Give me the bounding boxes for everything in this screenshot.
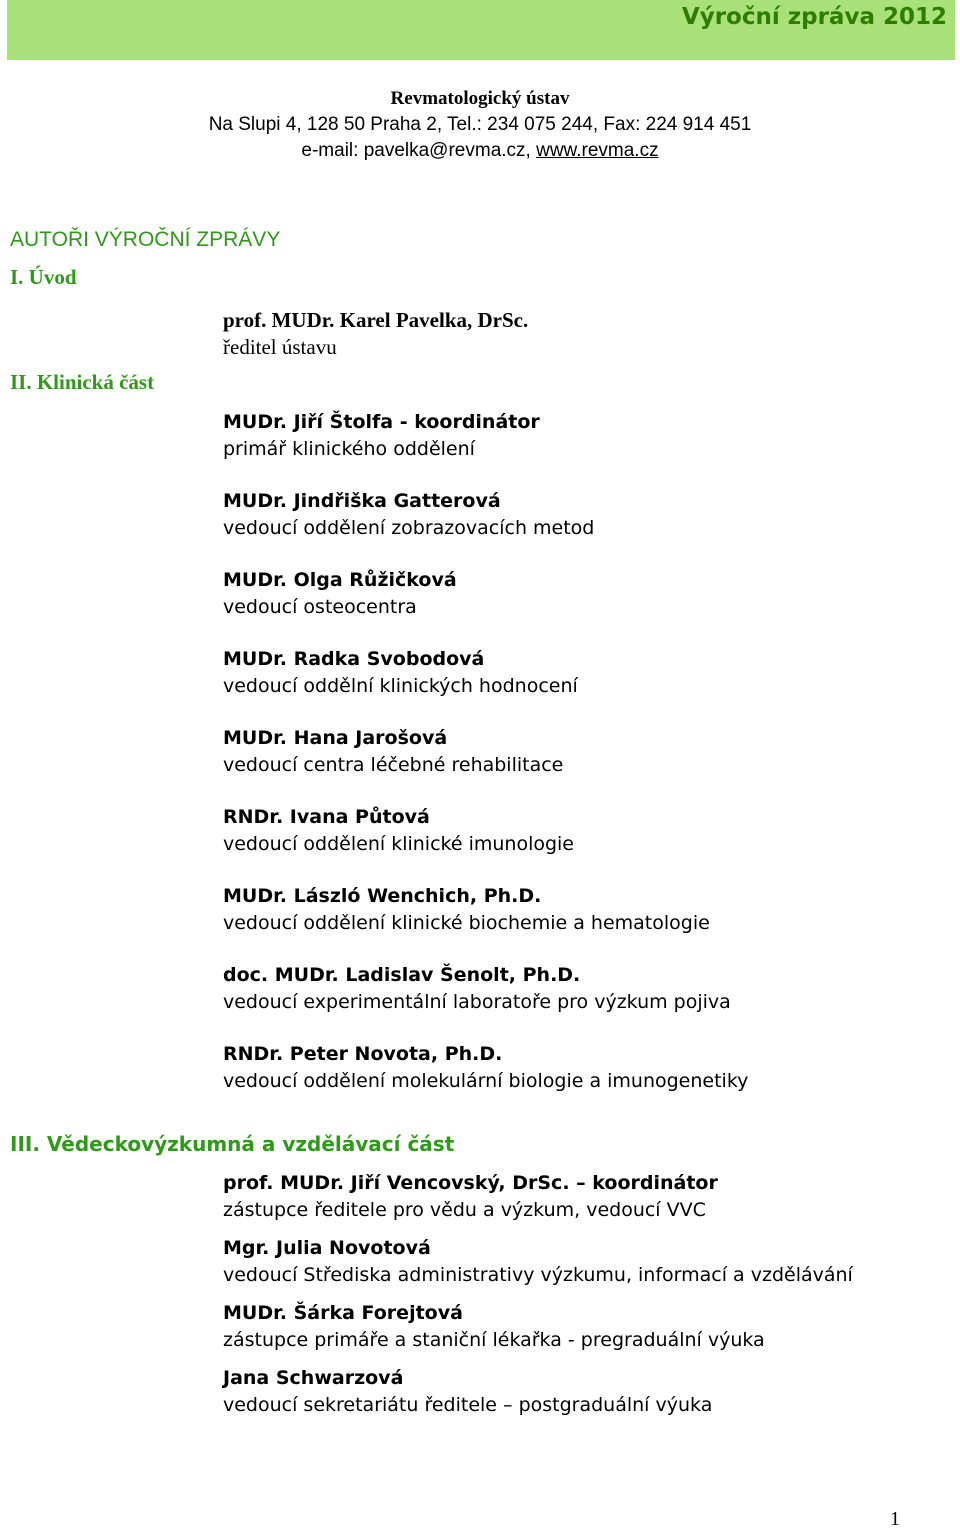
section-clinical: II. Klinická část [10,370,155,394]
person-role: vedoucí centra léčebné rehabilitace [223,754,564,776]
clinical-person [223,646,578,700]
institution-name: Revmatologický ústav [390,88,570,109]
email-text: e-mail: pavelka@revma.cz, [301,140,537,161]
page-number: 1 [890,1508,900,1530]
person-name: MUDr. László Wenchich, Ph.D. [223,885,542,907]
person-role: vedoucí oddělení zobrazovacích metod [223,517,595,539]
person-name: Mgr. Julia Novotová [223,1237,431,1259]
header-band [7,0,955,60]
clinical-person [223,567,457,621]
person-role: vedoucí oddělní klinických hodnocení [223,675,578,697]
person-role: vedoucí oddělení klinické biochemie a hematologie [223,912,710,934]
person-name: RNDr. Ivana Půtová [223,806,430,828]
intro-person [223,307,528,361]
person-role: primář klinického oddělení [223,438,475,460]
research-person [223,1300,765,1354]
person-name: RNDr. Peter Novota, Ph.D. [223,1043,503,1065]
person-role: vedoucí oddělení klinické imunologie [223,833,574,855]
authors-heading: AUTOŘI VÝROČNÍ ZPRÁVY [10,228,281,251]
person-role: vedoucí experimentální laboratoře pro výzkum pojiva [223,991,731,1013]
person-name: MUDr. Jindřiška Gatterová [223,490,501,512]
report-title: Výroční zpráva 2012 [681,4,947,30]
institution-contact [0,138,960,164]
person-name: prof. MUDr. Jiří Vencovský, DrSc. – koordinátor [223,1172,718,1194]
person-role: zástupce ředitele pro vědu a výzkum, vedoucí VVC [223,1199,706,1221]
institution-address: Na Slupi 4, 128 50 Praha 2, Tel.: 234 075 244, Fax: 224 914 451 [208,114,752,135]
clinical-person [223,488,594,542]
clinical-person [223,1041,748,1095]
clinical-person [223,804,574,858]
person-role: ředitel ústavu [223,335,337,359]
person-role: vedoucí Střediska administrativy výzkumu, informací a vzdělávání [223,1264,853,1286]
person-role: vedoucí oddělení molekulární biologie a imunogenetiky [223,1070,749,1092]
person-name: Jana Schwarzová [223,1367,404,1389]
person-name: prof. MUDr. Karel Pavelka, DrSc. [223,308,529,332]
section-research: III. Vědeckovýzkumná a vzdělávací část [10,1132,455,1156]
institution-block [0,86,960,164]
person-name: MUDr. Radka Svobodová [223,648,485,670]
research-person [223,1365,712,1419]
research-person [223,1170,718,1224]
person-role: zástupce primáře a staniční lékařka - pregraduální výuka [223,1329,765,1351]
website-link[interactable]: www.revma.cz [536,140,659,161]
clinical-person [223,409,540,463]
research-person [223,1235,853,1289]
section-intro: I. Úvod [10,265,77,289]
person-name: doc. MUDr. Ladislav Šenolt, Ph.D. [223,964,581,986]
person-name: MUDr. Šárka Forejtová [223,1302,463,1324]
clinical-person [223,725,563,779]
person-name: MUDr. Hana Jarošová [223,727,448,749]
person-name: MUDr. Olga Růžičková [223,569,457,591]
clinical-person [223,962,731,1016]
clinical-person [223,883,710,937]
person-role: vedoucí osteocentra [223,596,417,618]
person-name: MUDr. Jiří Štolfa - koordinátor [223,411,540,433]
person-role: vedoucí sekretariátu ředitele – postgraduální výuka [223,1394,713,1416]
